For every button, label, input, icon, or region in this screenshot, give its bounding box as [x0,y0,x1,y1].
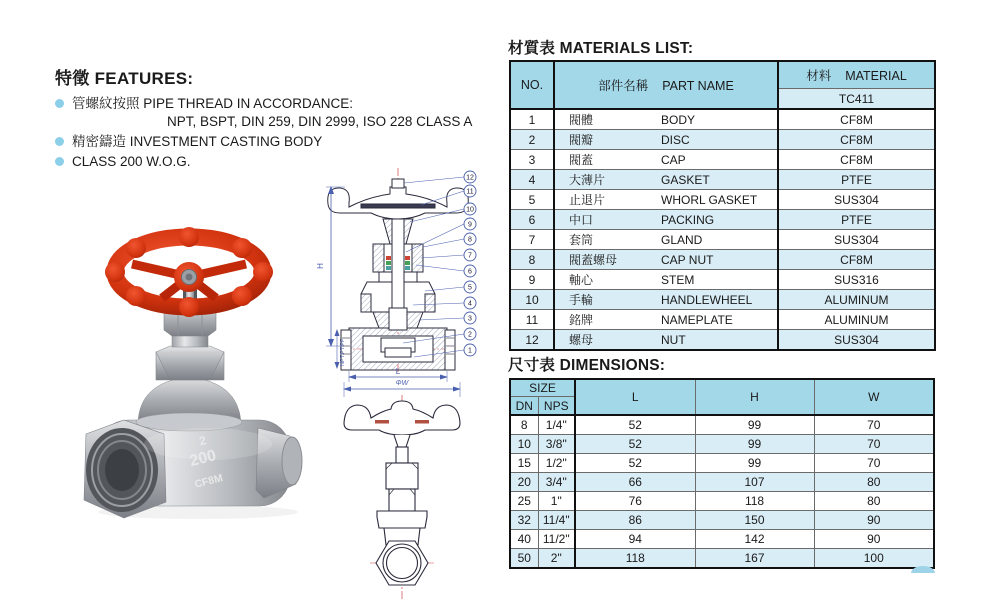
dim-label-h: H [316,263,325,269]
cell-part-zh: 螺母 [569,333,594,347]
cell-part-zh: 套筒 [569,233,594,247]
cell-w: 90 [814,530,934,549]
cell-part-zh: 軸心 [569,273,594,287]
table-row [510,415,934,435]
cell-dn: 32 [510,511,538,530]
cell-part-zh: 手輪 [569,293,594,307]
cell-part-zh: 中口 [569,213,594,227]
cell-l: 52 [575,415,695,435]
callout-number: 11 [466,188,474,196]
cell-nps: 11/2" [538,530,575,549]
table-row [510,549,934,569]
cell-part-en: BODY [661,113,696,127]
table-row [510,435,934,454]
cell-no: 2 [510,130,554,150]
cell-dn: 40 [510,530,538,549]
feature-text: 管螺紋按照 PIPE THREAD IN ACCORDANCE: [72,96,354,111]
cell-material: ALUMINUM [778,310,935,330]
cell-nps: 1" [538,492,575,511]
col-header-part-zh: 部件名稱 [598,79,649,93]
cell-dn: 10 [510,435,538,454]
table-row [510,511,934,530]
cell-no: 4 [510,170,554,190]
table-row [510,130,935,150]
features-title: 特徵 FEATURES: [55,69,194,88]
cell-no: 3 [510,150,554,170]
bullet-icon [55,137,64,146]
cell-material: SUS304 [778,330,935,351]
marking-size: 2 [197,433,208,449]
cell-material: PTFE [778,210,935,230]
cell-material: SUS316 [778,270,935,290]
feature-item-casting [55,133,505,150]
col-header-h: H [695,379,814,415]
feature-item-thread [55,95,505,112]
bullet-icon [55,99,64,108]
cell-nps: 11/4" [538,511,575,530]
cell-material: ALUMINUM [778,290,935,310]
cell-part-zh: 大薄片 [569,173,606,187]
cell-part-en: GASKET [661,173,710,187]
cell-h: 107 [695,473,814,492]
cell-nps: 3/4" [538,473,575,492]
cell-dn: 15 [510,454,538,473]
cell-material: SUS304 [778,230,935,250]
callout-number: 2 [468,331,472,339]
table-row [510,250,935,270]
bullet-icon [55,157,64,166]
cell-part-en: PACKING [661,213,715,227]
cell-dn: 20 [510,473,538,492]
cell-no: 5 [510,190,554,210]
cell-no: 12 [510,330,554,351]
callout-number: 3 [468,315,472,323]
cell-no: 10 [510,290,554,310]
cell-w: 90 [814,511,934,530]
cell-w: 70 [814,454,934,473]
cell-material: PTFE [778,170,935,190]
marking-class: 200 [188,447,219,471]
cell-part-zh: 止退片 [569,193,606,207]
cell-l: 76 [575,492,695,511]
callout-number: 10 [466,206,474,214]
cell-part-zh: 銘牌 [569,313,594,327]
col-header-w: W [814,379,934,415]
cell-no: 6 [510,210,554,230]
cell-part-en: NUT [661,333,686,347]
col-header-material [778,61,935,89]
cell-part-en: NAMEPLATE [661,313,733,327]
col-header-material-en: MATERIAL [845,69,907,83]
material-code-header: TC411 [778,89,935,110]
col-header-material-zh: 材料 [806,69,832,83]
dimensions-table [509,378,935,569]
cell-part-zh: 閥蓋 [569,153,594,167]
dim-label-w: ΦW [395,380,409,387]
cell-material: CF8M [778,150,935,170]
feature-text: CLASS 200 W.O.G. [72,154,191,169]
cell-part-en: CAP NUT [661,253,714,267]
valve-product-photo [58,222,320,522]
cell-no: 8 [510,250,554,270]
cell-material: CF8M [778,109,935,130]
table-row [510,330,935,351]
table-row [510,290,935,310]
handwheel [105,227,273,317]
table-row [510,473,934,492]
cell-nps: 2" [538,549,575,569]
marking-grade: CF8M [193,472,225,491]
callout-number: 8 [468,236,472,244]
cell-material: CF8M [778,250,935,270]
callout-number: 5 [468,284,472,292]
cell-dn: 8 [510,415,538,435]
table-row [510,150,935,170]
cell-dn: 25 [510,492,538,511]
cell-part-zh: 閥體 [569,113,594,127]
cell-l: 118 [575,549,695,569]
cell-h: 118 [695,492,814,511]
cell-w: 80 [814,473,934,492]
valve-body [84,377,302,518]
cell-part-zh: 閥瓣 [569,133,594,147]
cell-l: 52 [575,454,695,473]
cell-material: SUS304 [778,190,935,210]
feature-item-thread-cont: NPT, BSPT, DIN 259, DIN 2999, ISO 228 CLASS A [167,114,473,129]
features-section [55,64,505,170]
col-header-dn: DN [510,397,538,416]
cell-part-en: HANDLEWHEEL [661,293,753,307]
dim-label-l: L [395,367,401,376]
col-header-size: SIZE [510,379,575,397]
table-row [510,109,935,130]
cell-no: 9 [510,270,554,290]
table-row [510,310,935,330]
callout-number: 12 [466,174,474,182]
col-header-l: L [575,379,695,415]
cell-h: 167 [695,549,814,569]
table-row [510,190,935,210]
cell-h: 99 [695,415,814,435]
col-header-part-name [554,61,778,109]
materials-header-row [510,61,935,89]
table-row [510,492,934,511]
cell-h: 142 [695,530,814,549]
cell-part-zh: 閥蓋螺母 [569,253,618,267]
feature-text: 精密鑄造 INVESTMENT CASTING BODY [72,134,323,149]
callout-number: 6 [468,268,472,276]
cell-material: CF8M [778,130,935,150]
callout-number: 4 [468,300,472,308]
col-header-part-en: PART NAME [662,79,734,93]
callout-number: 7 [468,252,472,260]
valve-front-drawing [330,373,490,605]
cell-w: 100 [814,549,934,569]
table-row [510,210,935,230]
thread-spec-label: NPT.PT.PF [340,338,346,366]
cell-h: 99 [695,435,814,454]
cell-no: 11 [510,310,554,330]
materials-table [509,60,936,351]
materials-title: 材質表 MATERIALS LIST: [508,40,694,57]
cell-no: 1 [510,109,554,130]
cell-l: 94 [575,530,695,549]
cell-part-en: STEM [661,273,695,287]
cell-dn: 50 [510,549,538,569]
cell-part-en: WHORL GASKET [661,193,758,207]
decorative-arc [911,566,935,573]
callout-number: 9 [468,221,472,229]
cell-l: 86 [575,511,695,530]
cell-no: 7 [510,230,554,250]
cell-w: 70 [814,415,934,435]
table-row [510,454,934,473]
valve-section-drawing [313,160,485,388]
front-linework [344,401,460,585]
col-header-nps: NPS [538,397,575,416]
cell-w: 80 [814,492,934,511]
cell-part-en: CAP [661,153,686,167]
cell-nps: 1/4" [538,415,575,435]
table-row [510,530,934,549]
dimensions-title: 尺寸表 DIMENSIONS: [508,357,666,374]
col-header-no: NO. [510,61,554,109]
table-row [510,170,935,190]
cell-h: 99 [695,454,814,473]
section-linework [328,179,469,370]
cell-w: 70 [814,435,934,454]
cell-l: 52 [575,435,695,454]
callout-number: 1 [468,347,472,355]
cell-part-en: DISC [661,133,690,147]
table-row [510,270,935,290]
cell-part-en: GLAND [661,233,703,247]
cell-nps: 1/2" [538,454,575,473]
cell-nps: 3/8" [538,435,575,454]
cell-h: 150 [695,511,814,530]
dimensions-header-row [510,379,934,397]
cell-l: 66 [575,473,695,492]
table-row [510,230,935,250]
